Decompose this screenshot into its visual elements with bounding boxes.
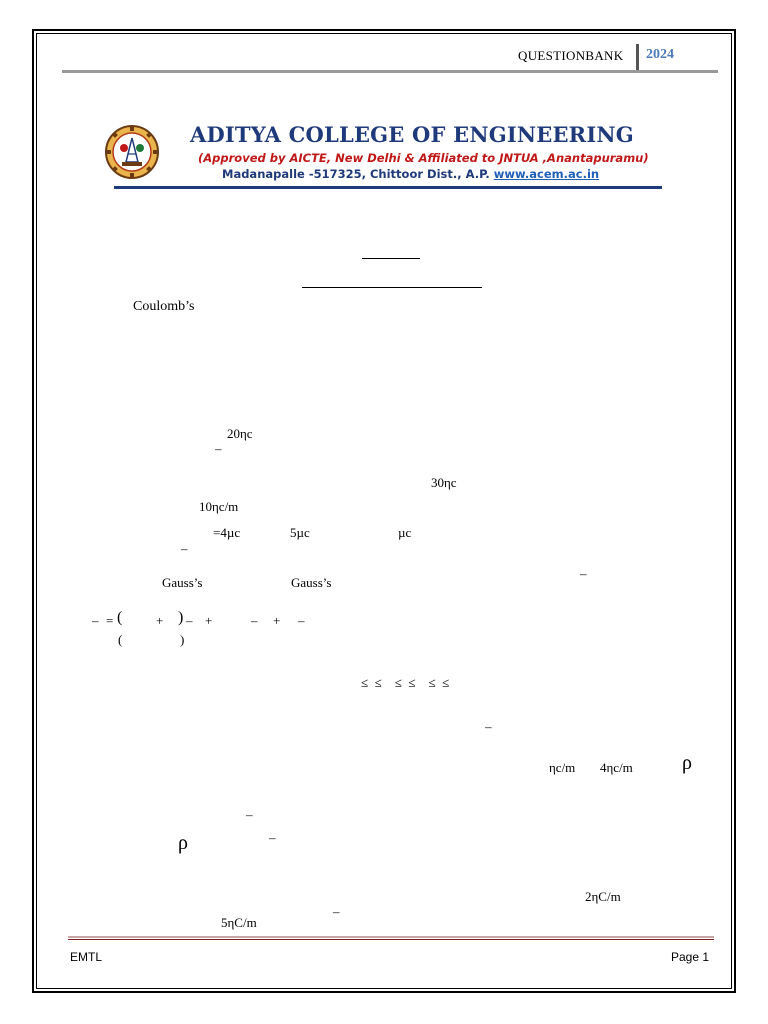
text-5nc-m: 5ηC/m: [221, 915, 257, 930]
eq-bracket-open-lower: (: [118, 632, 123, 647]
text-10nc-m: 10ηc/m: [199, 499, 239, 514]
footer-page-number: Page 1: [671, 950, 710, 964]
college-website-link[interactable]: www.acem.ac.in: [493, 167, 600, 181]
text-gauss-2: Gauss’s: [291, 575, 332, 590]
header-year: 2024: [646, 47, 674, 62]
vector-bar: –: [485, 719, 492, 734]
college-seal-icon: [104, 124, 160, 180]
college-name: ADITYA COLLEGE OF ENGINEERING: [190, 122, 634, 147]
text-2nc-m: 2ηC/m: [585, 889, 621, 904]
eq-plus-3: +: [273, 613, 281, 628]
header-title: QUESTIONBANK: [518, 48, 624, 63]
college-address-line: [222, 167, 599, 181]
text-5uc: 5µc: [290, 525, 310, 540]
eq-equals: =: [106, 613, 114, 628]
footer-subject: EMTL: [70, 950, 103, 964]
letterhead-rule: [114, 186, 662, 189]
college-address: Madanapalle -517325, Chittoor Dist., A.P.: [222, 167, 490, 181]
vector-bar: –: [333, 904, 340, 919]
eq-paren-open: (: [117, 609, 123, 626]
unit-title-underline: [362, 258, 420, 259]
vector-bar: –: [181, 541, 188, 556]
text-uc: µc: [398, 525, 412, 540]
footer-rule: [68, 936, 714, 938]
header-rule: [62, 70, 718, 73]
eq-fraction-bar: –: [298, 613, 305, 628]
inequality-row: ≤ ≤ ≤ ≤ ≤ ≤: [361, 675, 450, 690]
footer-rule-dark: [68, 939, 714, 940]
text-nc-m: ηc/m: [549, 760, 576, 775]
eq-fraction-bar: –: [251, 613, 258, 628]
eq-paren-close: ): [178, 609, 184, 626]
vector-bar: –: [246, 807, 253, 822]
text-4nc-m: 4ηc/m: [600, 760, 633, 775]
college-approval: (Approved by AICTE, New Delhi & Affiliated to JNTUA ,Anantapuramu): [198, 151, 649, 165]
section-title-underline: [302, 287, 482, 288]
vector-bar: –: [269, 830, 276, 845]
text-coulomb: Coulomb’s: [133, 299, 195, 314]
eq-minus: –: [92, 613, 99, 628]
text-20nc: 20ηc: [227, 426, 253, 441]
text-30nc: 30ηc: [431, 475, 457, 490]
vector-bar: –: [580, 566, 587, 581]
rho-symbol: ρ: [682, 752, 692, 774]
eq-plus-1: +: [156, 613, 164, 628]
header-divider: [636, 44, 639, 72]
eq-bracket-close-lower: ): [180, 632, 185, 647]
eq-plus-2: +: [205, 613, 213, 628]
rho-symbol: ρ: [178, 832, 188, 854]
text-4uc: =4µc: [213, 525, 241, 540]
college-logo: [104, 124, 160, 180]
vector-bar: –: [215, 441, 222, 456]
eq-fraction-bar: –: [186, 613, 193, 628]
text-gauss-1: Gauss’s: [162, 575, 203, 590]
